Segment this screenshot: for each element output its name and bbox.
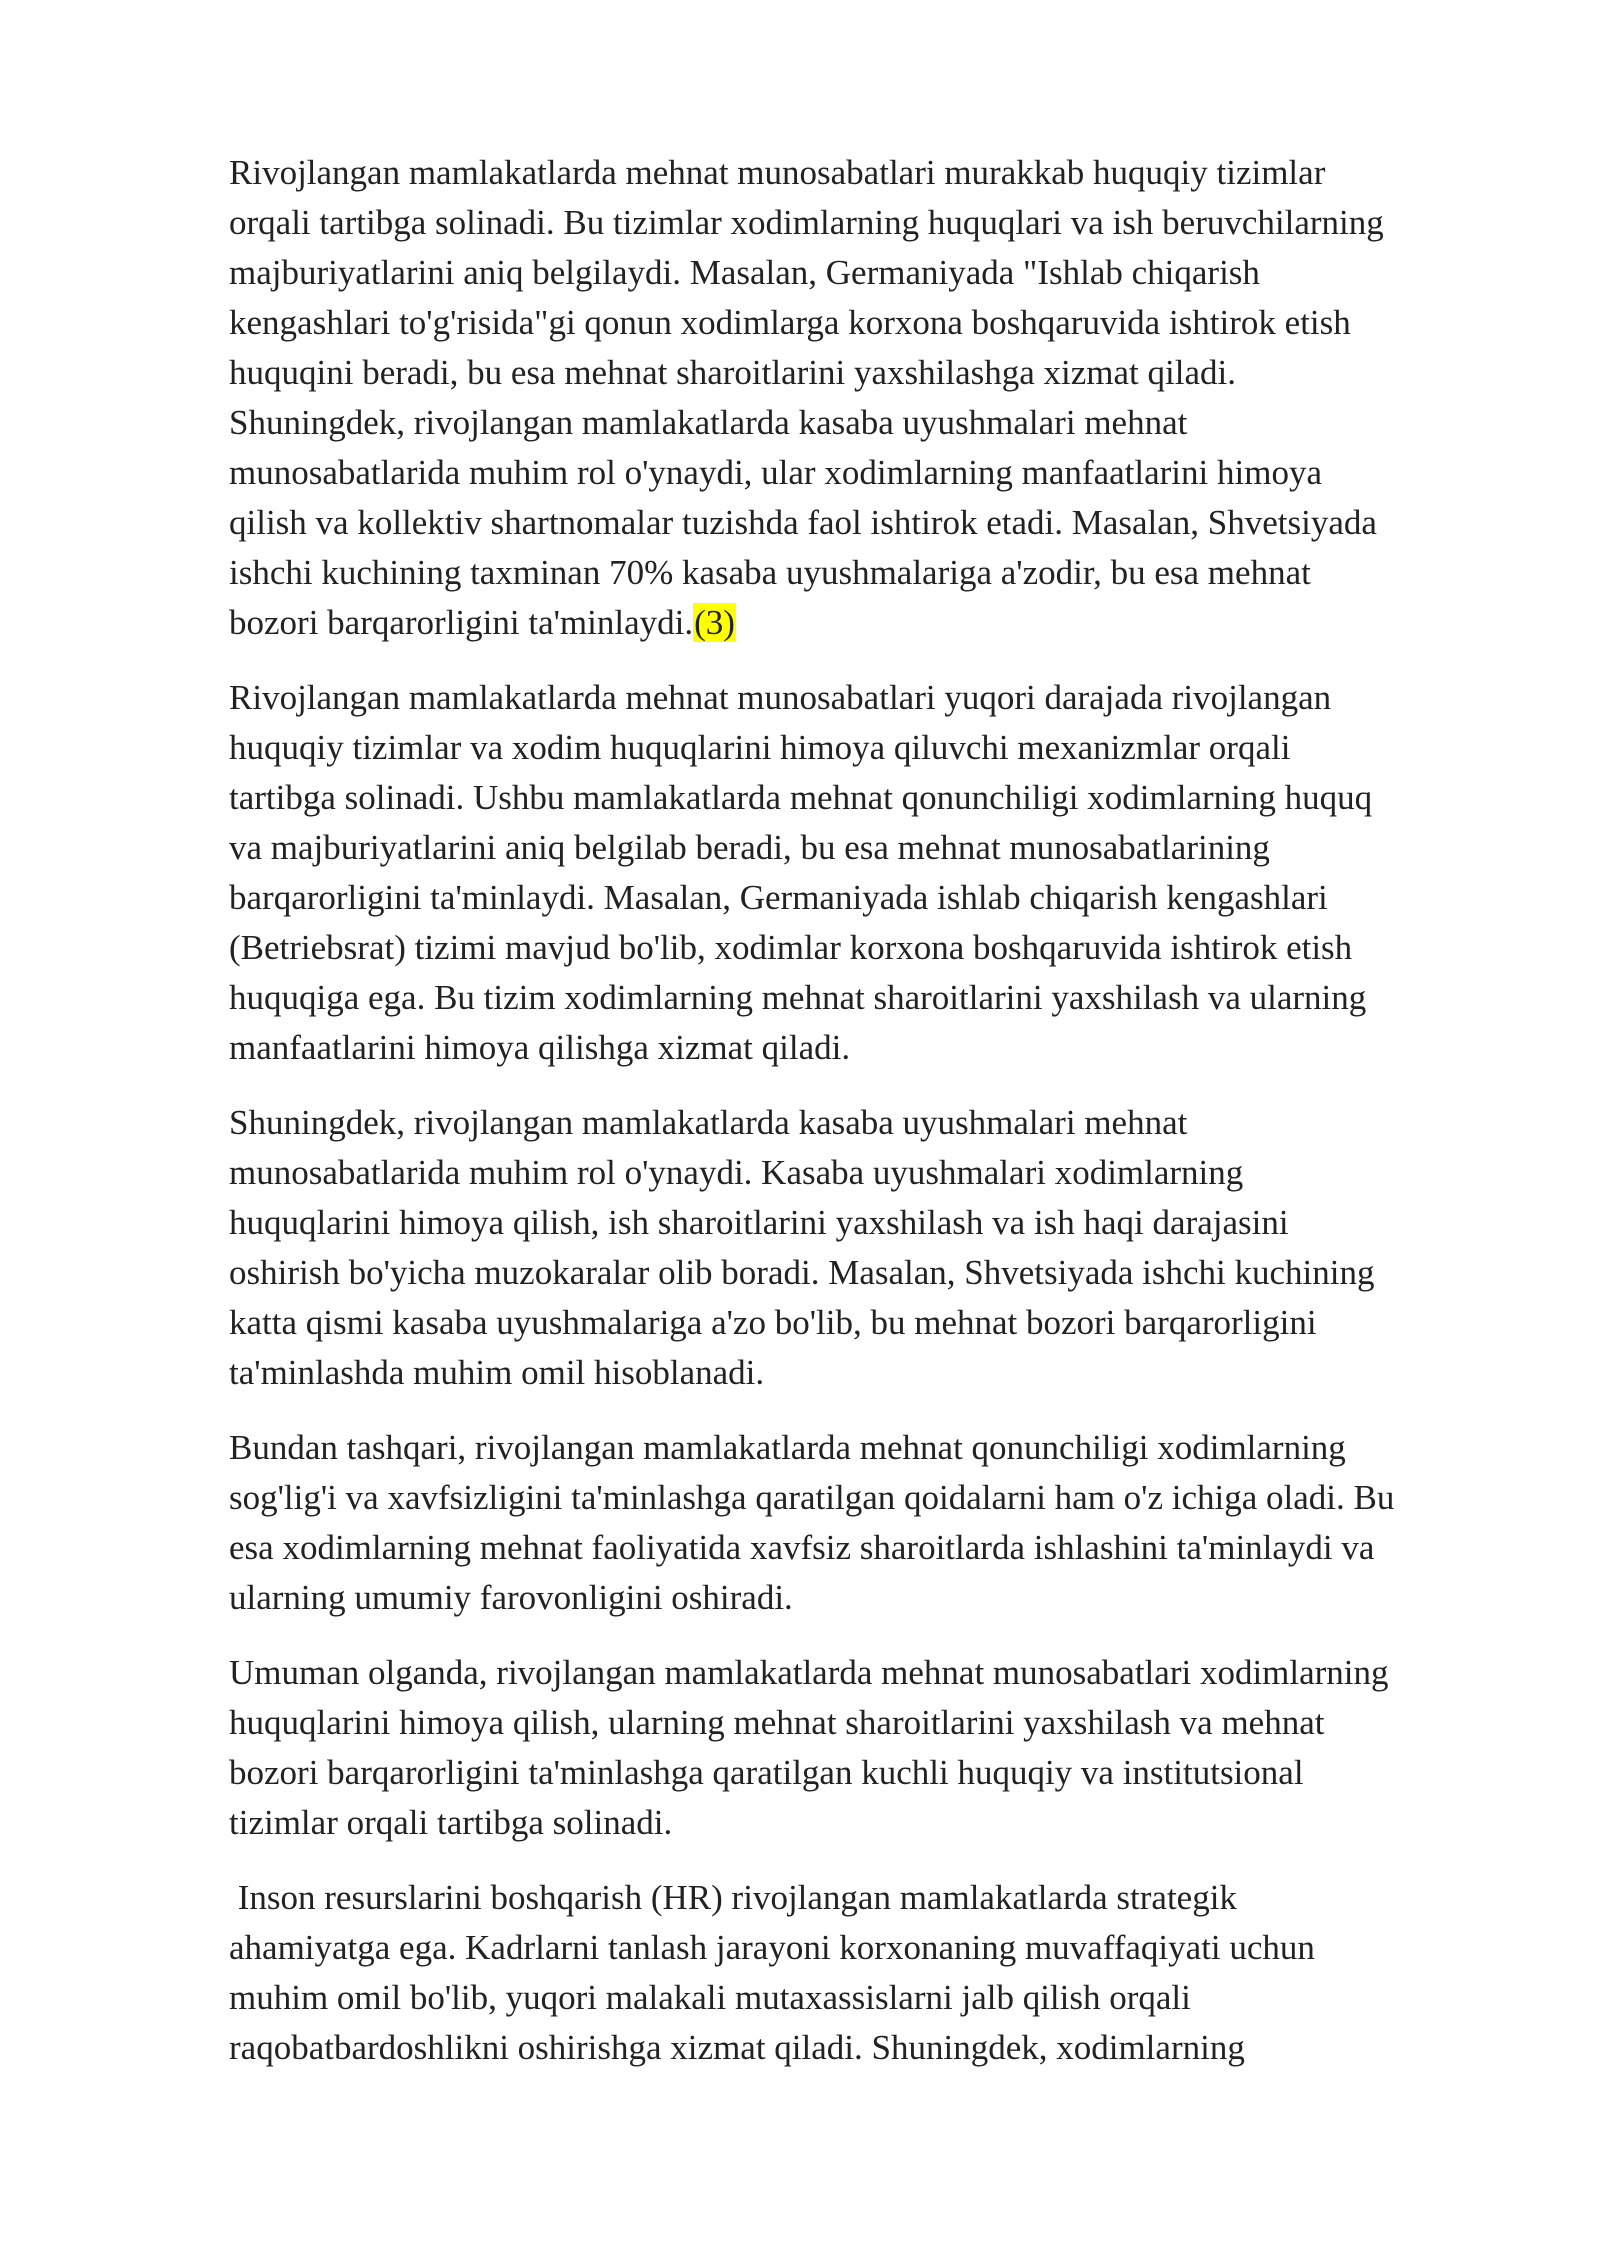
text-line: huquqini beradi, bu esa mehnat sharoitlarini yaxshilashga xizmat qiladi. <box>229 353 1236 392</box>
text-line: huquqiy tizimlar va xodim huquqlarini himoya qiluvchi mexanizmlar orqali <box>229 728 1291 767</box>
text-line: Bundan tashqari, rivojlangan mamlakatlarda mehnat qonunchiligi xodimlarning <box>229 1428 1346 1467</box>
text-line: raqobatbardoshlikni oshirishga xizmat qiladi. Shuningdek, xodimlarning <box>229 2028 1245 2067</box>
text-line: muhim omil bo'lib, yuqori malakali mutaxassislarni jalb qilish orqali <box>229 1978 1191 2017</box>
text-line: barqarorligini ta'minlaydi. Masalan, Germaniyada ishlab chiqarish kengashlari <box>229 878 1328 917</box>
text-line: Rivojlangan mamlakatlarda mehnat munosabatlari murakkab huquqiy tizimlar <box>229 153 1326 192</box>
text-line-with-citation <box>229 598 1489 648</box>
text-line: ularning umumiy farovonligini oshiradi. <box>229 1578 793 1617</box>
text-line: huquqiga ega. Bu tizim xodimlarning mehnat sharoitlarini yaxshilash va ularning <box>229 978 1367 1017</box>
text-line: sog'lig'i va xavfsizligini ta'minlashga qaratilgan qoidalarni ham o'z ichiga oladi. Bu <box>229 1478 1395 1517</box>
text-line: Shuningdek, rivojlangan mamlakatlarda kasaba uyushmalari mehnat <box>229 403 1188 442</box>
text-line: (Betriebsrat) tizimi mavjud bo'lib, xodimlar korxona boshqaruvida ishtirok etish <box>229 928 1353 967</box>
text-line: ishchi kuchining taxminan 70% kasaba uyushmalariga a'zodir, bu esa mehnat <box>229 553 1311 592</box>
document-body <box>229 148 1489 2098</box>
text-line: va majburiyatlarini aniq belgilab beradi, bu esa mehnat munosabatlarining <box>229 828 1270 867</box>
text-line: oshirish bo'yicha muzokaralar olib boradi. Masalan, Shvetsiyada ishchi kuchining <box>229 1253 1375 1292</box>
paragraph-5 <box>229 1648 1489 1848</box>
text-line: bozori barqarorligini ta'minlashga qaratilgan kuchli huquqiy va institutsional <box>229 1753 1304 1792</box>
paragraph-6 <box>229 1873 1489 2073</box>
paragraph-2 <box>229 673 1489 1073</box>
text-line: Umuman olganda, rivojlangan mamlakatlarda mehnat munosabatlari xodimlarning <box>229 1653 1389 1692</box>
text-line: tizimlar orqali tartibga solinadi. <box>229 1803 673 1842</box>
citation-reference[interactable]: (3) <box>694 603 735 642</box>
text-line: esa xodimlarning mehnat faoliyatida xavfsiz sharoitlarda ishlashini ta'minlaydi va <box>229 1528 1375 1567</box>
text-line: Shuningdek, rivojlangan mamlakatlarda kasaba uyushmalari mehnat <box>229 1103 1188 1142</box>
text-line: ta'minlashda muhim omil hisoblanadi. <box>229 1353 765 1392</box>
text-line: munosabatlarida muhim rol o'ynaydi. Kasaba uyushmalari xodimlarning <box>229 1153 1244 1192</box>
text-line: orqali tartibga solinadi. Bu tizimlar xodimlarning huquqlari va ish beruvchilarning <box>229 203 1384 242</box>
text-line: qilish va kollektiv shartnomalar tuzishda faol ishtirok etadi. Masalan, Shvetsiyada <box>229 503 1377 542</box>
text-line: manfaatlarini himoya qilishga xizmat qiladi. <box>229 1028 851 1067</box>
text-line: kengashlari to'g'risida"gi qonun xodimlarga korxona boshqaruvida ishtirok etish <box>229 303 1351 342</box>
text-line: Inson resurslarini boshqarish (HR) rivojlangan mamlakatlarda strategik <box>229 1878 1237 1917</box>
text-line: katta qismi kasaba uyushmalariga a'zo bo'lib, bu mehnat bozori barqarorligini <box>229 1303 1317 1342</box>
text-line: Rivojlangan mamlakatlarda mehnat munosabatlari yuqori darajada rivojlangan <box>229 678 1332 717</box>
text-line: munosabatlarida muhim rol o'ynaydi, ular xodimlarning manfaatlarini himoya <box>229 453 1322 492</box>
paragraph-1 <box>229 148 1489 648</box>
text-line: ahamiyatga ega. Kadrlarni tanlash jarayoni korxonaning muvaffaqiyati uchun <box>229 1928 1315 1967</box>
text-line: huquqlarini himoya qilish, ish sharoitlarini yaxshilash va ish haqi darajasini <box>229 1203 1289 1242</box>
text-fragment: bozori barqarorligini ta'minlaydi. <box>229 603 694 642</box>
paragraph-4 <box>229 1423 1489 1623</box>
text-line: tartibga solinadi. Ushbu mamlakatlarda mehnat qonunchiligi xodimlarning huquq <box>229 778 1373 817</box>
text-line: majburiyatlarini aniq belgilaydi. Masalan, Germaniyada "Ishlab chiqarish <box>229 253 1260 292</box>
text-line: huquqlarini himoya qilish, ularning mehnat sharoitlarini yaxshilash va mehnat <box>229 1703 1325 1742</box>
paragraph-3 <box>229 1098 1489 1398</box>
